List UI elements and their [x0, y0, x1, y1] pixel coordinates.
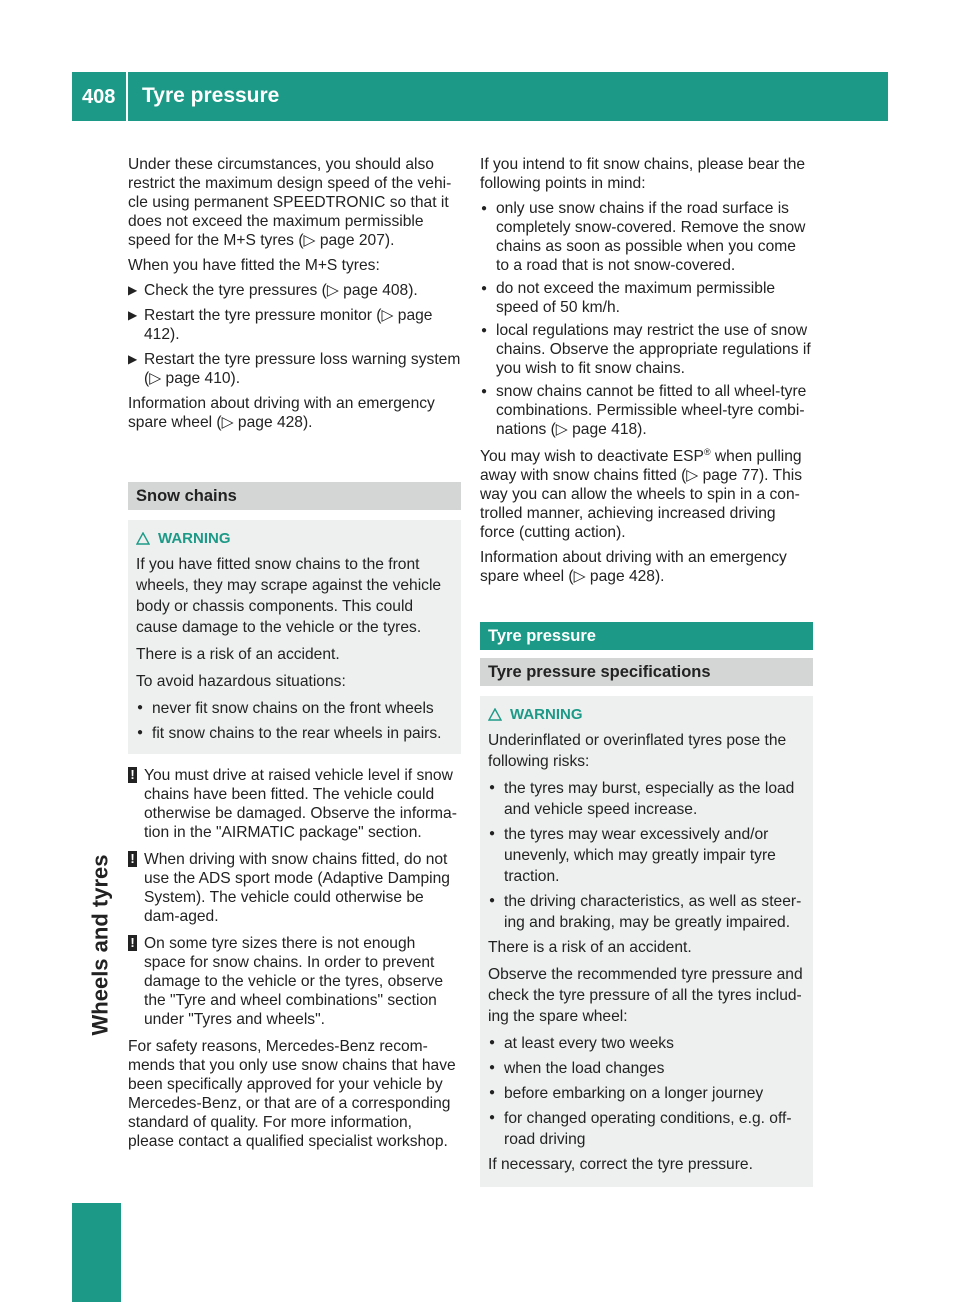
bullet-text: when the load changes: [504, 1060, 665, 1078]
bullet-text: local regulations may restrict the use of snow chains. Observe the appropriate regulations if you wish to fit snow chains.: [496, 322, 811, 377]
spare-wheel-info: Information about driving with an emergency spare wheel (▷ page 428).: [480, 549, 787, 586]
subsection-heading-specifications: Tyre pressure specifications: [480, 658, 813, 686]
warning-box: [480, 696, 813, 1187]
warning-title: [488, 704, 805, 725]
warning-intro: Underinflated or overinflated tyres pose the following risks:: [488, 732, 787, 771]
bullet-text: the tyres may wear excessively and/or unevenly, which may greatly impair tyre traction.: [504, 826, 776, 886]
warning-risk: There is a risk of an accident.: [136, 646, 340, 663]
bullet-icon: ●: [481, 386, 488, 397]
warning-risk: There is a risk of an accident.: [488, 939, 692, 957]
right-column: [480, 155, 813, 1187]
when-fitted-text: When you have fitted the M+S tyres:: [128, 257, 380, 274]
list-item: [480, 199, 813, 275]
spare-wheel-info: Information about driving with an emergency spare wheel (▷ page 428).: [128, 395, 435, 431]
bullet-text: at least every two weeks: [504, 1035, 674, 1053]
exclamation-icon: !: [128, 935, 137, 951]
esp-paragraph: [480, 443, 813, 542]
note-item: [128, 850, 461, 926]
warning-triangle-icon: [136, 532, 150, 545]
step-text: Restart the tyre pressure monitor (▷ page 412).: [144, 307, 433, 343]
warning-avoid: To avoid hazardous situations:: [136, 673, 346, 690]
page-header: [72, 72, 888, 121]
bullet-icon: ●: [137, 702, 144, 713]
bullet-text: the tyres may burst, especially as the load and vehicle speed increase.: [504, 780, 795, 819]
warning-box: [128, 520, 461, 754]
step-arrow-icon: ▶: [128, 352, 138, 366]
step-item: [128, 281, 461, 300]
exclamation-icon: !: [128, 767, 137, 783]
safety-paragraph: For safety reasons, Mercedes-Benz recom-mends that you only use snow chains that have been specifically approved for your vehicle by Mercedes-Benz, or that are of a corresponding standard of quality. For more information, please contact a qualified specialist workshop.: [128, 1038, 456, 1150]
bullet-text: never fit snow chains on the front wheels: [152, 700, 434, 717]
bullet-icon: ●: [137, 727, 144, 738]
bullet-icon: ●: [489, 1087, 496, 1099]
left-column: [128, 155, 461, 1157]
bullet-text: do not exceed the maximum permissible speed of 50 km/h.: [496, 280, 776, 316]
exclamation-icon: !: [128, 851, 137, 867]
check-bullet: [488, 1083, 805, 1104]
header-divider: [126, 72, 128, 121]
warning-bullet: [488, 778, 805, 820]
side-tab-marker: [72, 1203, 121, 1302]
bullet-text: snow chains cannot be fitted to all wheel-tyre combinations. Permissible wheel-tyre combi-nations (▷ page 418).: [496, 383, 807, 438]
step-text: Check the tyre pressures (▷ page 408).: [144, 282, 418, 299]
bullet-text: fit snow chains to the rear wheels in pairs.: [152, 725, 442, 742]
warning-bullet: [136, 698, 453, 719]
bullet-icon: ●: [489, 1037, 496, 1049]
bullet-icon: ●: [481, 203, 488, 214]
bullet-icon: ●: [489, 782, 496, 794]
check-bullet: [488, 1058, 805, 1079]
list-item: [480, 382, 813, 439]
registered-mark: ®: [703, 447, 711, 457]
check-bullet: [488, 1108, 805, 1150]
step-text: Restart the tyre pressure loss warning system (▷ page 410).: [144, 351, 461, 387]
step-arrow-icon: ▶: [128, 308, 138, 322]
intro-paragraph: Under these circumstances, you should also restrict the maximum design speed of the vehi-cle using permanent SPEEDTRONIC so that it does not exceed the maximum permissible speed for the M+S tyres (▷ page 207).: [128, 156, 452, 249]
side-section-label: [80, 720, 120, 1170]
note-text: You must drive at raised vehicle level if snow chains have been fitted. The vehicle could otherwise be damaged. Observe the informa-tion in the "AIRMATIC package" section.: [144, 767, 457, 841]
bullet-text: before embarking on a longer journey: [504, 1085, 764, 1103]
section-heading-tyre-pressure: Tyre pressure: [480, 622, 813, 650]
esp-text-end: when pulling away with snow chains fitted (▷ page 77). This way you can allow the wheels to spin in a con-trolled manner, achieving increased driving force (cutting action).: [480, 448, 803, 542]
warning-label: WARNING: [510, 706, 583, 724]
warning-bullet: [488, 824, 805, 887]
note-item: [128, 934, 461, 1029]
list-item: [480, 279, 813, 317]
note-text: On some tyre sizes there is not enough space for snow chains. In order to prevent damage to the vehicle or the tyres, observe the "Tyre and wheel combinations" section under "Tyres and wheels".: [144, 935, 444, 1028]
side-label-text: Wheels and tyres: [87, 854, 113, 1036]
page-number: 408: [82, 86, 116, 108]
bullet-icon: ●: [481, 283, 488, 294]
warning-bullet: [488, 891, 805, 933]
step-item: [128, 350, 461, 388]
bullet-text: only use snow chains if the road surface is completely snow-covered. Remove the snow chains as soon as possible when you come to a road that is not snow-covered.: [496, 200, 806, 274]
bullet-icon: ●: [481, 325, 488, 336]
warning-label: WARNING: [158, 530, 231, 547]
correct-text: If necessary, correct the tyre pressure.: [488, 1156, 753, 1174]
check-bullet: [488, 1033, 805, 1054]
bullet-text: for changed operating conditions, e.g. off-road driving: [504, 1110, 792, 1149]
bullet-icon: ●: [489, 895, 496, 907]
step-item: [128, 306, 461, 344]
warning-title: [136, 528, 453, 549]
warning-bullet: [136, 723, 453, 744]
warning-triangle-icon: [488, 708, 502, 721]
list-item: [480, 321, 813, 378]
step-arrow-icon: ▶: [128, 283, 138, 297]
bullet-icon: ●: [489, 1062, 496, 1074]
page-title: Tyre pressure: [142, 84, 280, 107]
snow-chain-intro: If you intend to fit snow chains, please bear the following points in mind:: [480, 156, 806, 192]
bullet-text: the driving characteristics, as well as steer-ing and braking, may be greatly impaired.: [504, 893, 802, 932]
observe-text: Observe the recommended tyre pressure and check the tyre pressure of all the tyres includ-ing the spare wheel:: [488, 966, 803, 1026]
note-text: When driving with snow chains fitted, do not use the ADS sport mode (Adaptive Damping System). The vehicle could otherwise be dam-aged.: [144, 851, 450, 925]
note-item: [128, 766, 461, 842]
warning-text: If you have fitted snow chains to the front wheels, they may scrape against the vehicle body or chassis components. This could cause damage to the vehicle or the tyres.: [136, 556, 442, 636]
section-heading-snow-chains: Snow chains: [128, 482, 461, 510]
bullet-icon: ●: [489, 1112, 496, 1124]
esp-text-start: You may wish to deactivate ESP: [480, 448, 704, 466]
bullet-icon: ●: [489, 828, 496, 840]
